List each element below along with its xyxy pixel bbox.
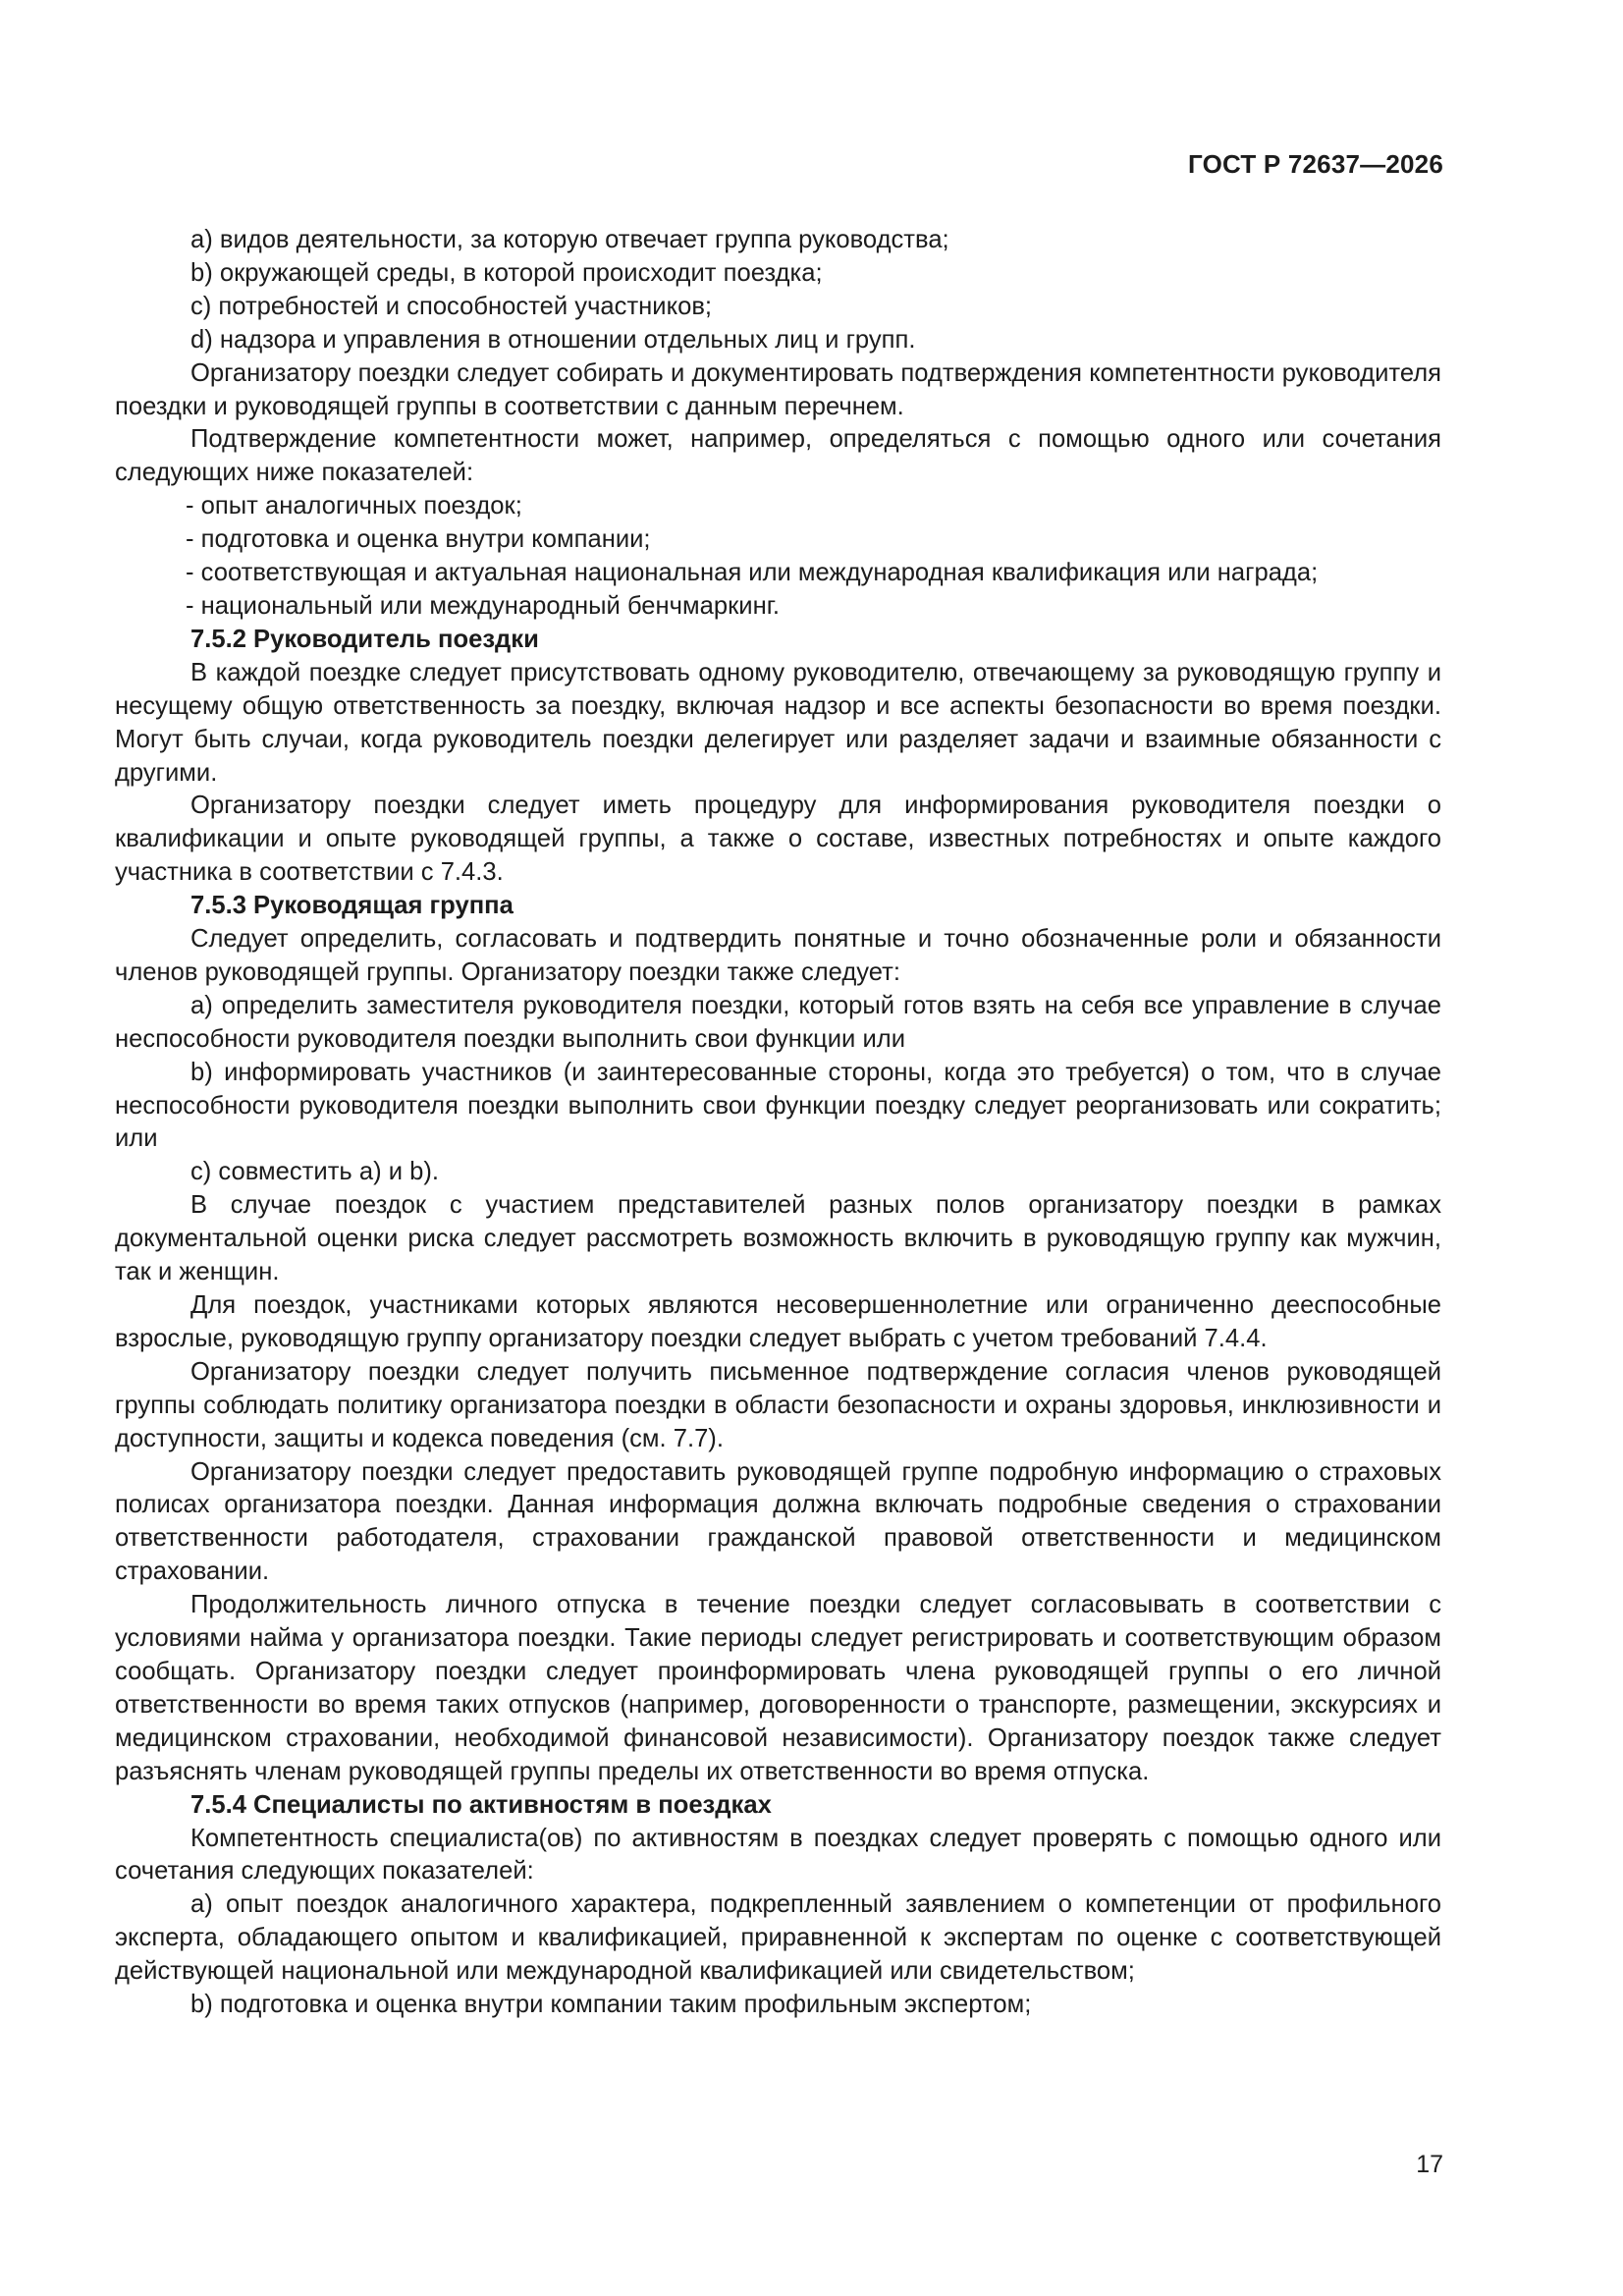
document-body xyxy=(115,224,1441,2022)
list-item-d: d) надзора и управления в отношении отдельных лиц и групп. xyxy=(190,325,916,354)
section-heading-7-5-3: 7.5.3 Руководящая группа xyxy=(190,892,514,920)
list-item-c: c) совместить a) и b). xyxy=(190,1158,440,1186)
section-heading-7-5-2: 7.5.2 Руководитель поездки xyxy=(190,625,539,653)
paragraph: Компетентность специалиста(ов) по активностям в поездках следует проверять с помощью одного или сочетания следующих показателей: xyxy=(115,1824,1441,1886)
list-item-b: b) подготовка и оценка внутри компании таким профильным экспертом; xyxy=(190,1991,1032,2019)
paragraph: Организатору поездки следует предоставить руководящей группе подробную информацию о страховых полисах организатора поездки. Данная информация должна включать подробные сведения о страховании ответственности работодателя, страховании гражданской правовой ответственности и медицинском страховании. xyxy=(115,1457,1441,1586)
list-item-b: b) окружающей среды, в которой происходит поездка; xyxy=(190,258,823,287)
dash-list-item: - подготовка и оценка внутри компании; xyxy=(186,525,651,554)
page-number: 17 xyxy=(1416,2151,1443,2178)
dash-list-item: - соответствующая и актуальная национальная или международная квалификация или награда; xyxy=(186,559,1319,587)
paragraph: В случае поездок с участием представителей разных полов организатору поездки в рамках документальной оценки риска следует рассмотреть возможность включить в руководящую группу как мужчин, так и женщин. xyxy=(115,1191,1441,1286)
list-item-a: a) видов деятельности, за которую отвечает группа руководства; xyxy=(190,226,949,253)
section-heading-7-5-4: 7.5.4 Специалисты по активностям в поездках xyxy=(190,1790,772,1819)
paragraph: Организатору поездки следует иметь процедуру для информирования руководителя поездки о квалификации и опыте руководящей группы, а также о составе, известных потребностях и опыте каждого участника в соответствии с 7.4.3. xyxy=(115,792,1441,887)
paragraph: Организатору поездки следует собирать и документировать подтверждения компетентности руководителя поездки и руководящей группы в соответствии с данным перечнем. xyxy=(115,358,1441,420)
dash-list-item: - опыт аналогичных поездок; xyxy=(186,492,522,520)
paragraph: В каждой поездке следует присутствовать одному руководителю, отвечающему за руководящую группу и несущему общую ответственность за поездку, включая надзор и все аспекты безопасности во время поездки. Могут быть случаи, когда руководитель поездки делегирует или разделяет задачи и взаимные обязанности с другими. xyxy=(115,658,1441,787)
dash-list-item: - национальный или международный бенчмаркинг. xyxy=(186,591,781,620)
paragraph: Продолжительность личного отпуска в течение поездки следует согласовывать в соответствии с условиями найма у организатора поездки. Такие периоды следует регистрировать и соответствующим образом сообщать. Организатору поездки следует проинформировать члена руководящей группы о его личной ответственности во время таких отпусков (например, договоренности о транспорте, размещении, экскурсиях и медицинском страховании, необходимой финансовой независимости). Организатору поездок также следует разъяснять членам руководящей группы пределы их ответственности во время отпуска. xyxy=(115,1591,1441,1785)
list-item-a: a) определить заместителя руководителя поездки, который готов взять на себя все управление в случае неспособности руководителя поездки выполнить свои функции или xyxy=(115,991,1441,1053)
paragraph: Организатору поездки следует получить письменное подтверждение согласия членов руководящей группы соблюдать политику организатора поездки в области безопасности и охраны здоровья, инклюзивности и доступности, защиты и кодекса поведения (см. 7.7). xyxy=(115,1357,1441,1452)
paragraph: Подтверждение компетентности может, например, определяться с помощью одного или сочетания следующих ниже показателей: xyxy=(115,425,1441,487)
paragraph: Следует определить, согласовать и подтвердить понятные и точно обозначенные роли и обязанности членов руководящей группы. Организатору поездки также следует: xyxy=(115,925,1441,986)
paragraph: Для поездок, участниками которых являются несовершеннолетние или ограниченно дееспособные взрослые, руководящую группу организатору поездки следует выбрать с учетом требований 7.4.4. xyxy=(115,1291,1441,1352)
list-item-a: a) опыт поездок аналогичного характера, подкрепленный заявлением о компетенции от профильного эксперта, обладающего опытом и квалификацией, приравненной к экспертам по оценке с соответствующей действующей национальной или международной квалификацией или свидетельством; xyxy=(115,1890,1441,1986)
document-code-header: ГОСТ Р 72637—2026 xyxy=(1188,149,1443,179)
list-item-c: c) потребностей и способностей участников; xyxy=(190,292,713,320)
list-item-b: b) информировать участников (и заинтересованные стороны, когда это требуется) о том, что в случае неспособности руководителя поездки выполнить свои функции поездку следует реорганизовать или сократить; или xyxy=(115,1058,1441,1153)
